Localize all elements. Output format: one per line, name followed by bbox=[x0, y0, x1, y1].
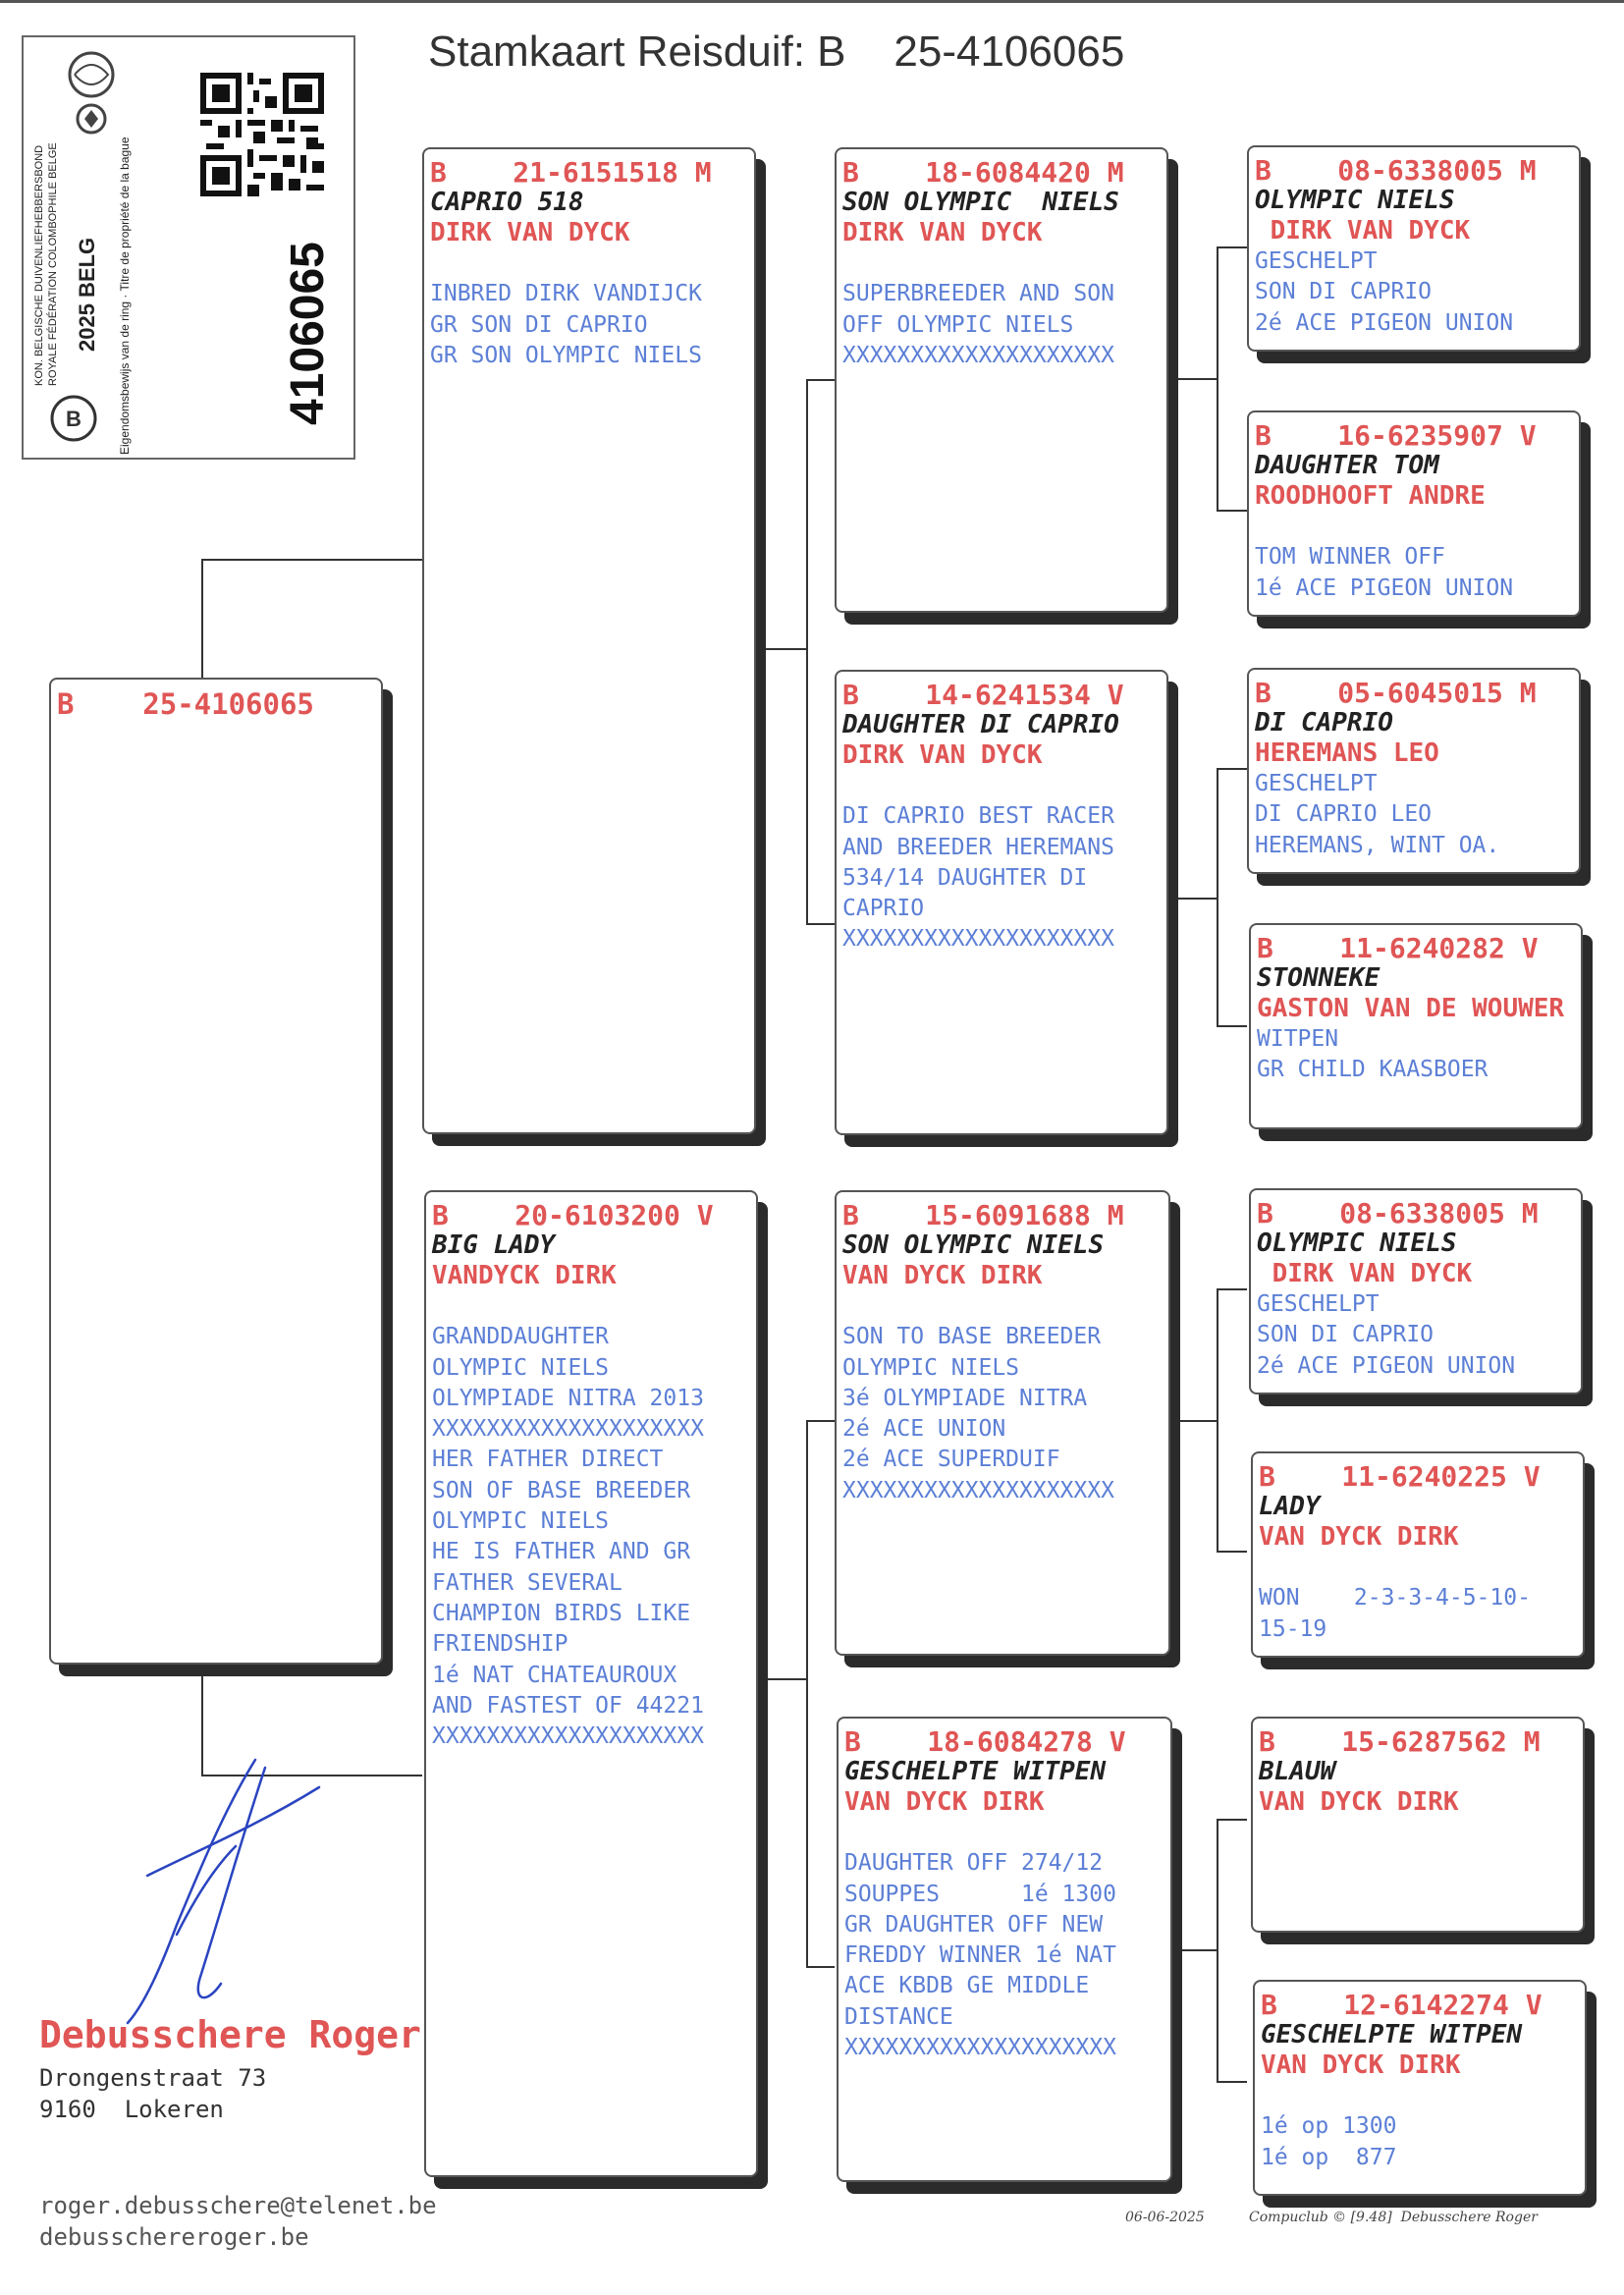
pigeon-owner: HEREMANS LEO bbox=[1255, 738, 1439, 768]
note-line: GESCHELPT bbox=[1255, 771, 1378, 796]
pigeon-name: DAUGHTER TOM bbox=[1255, 451, 1439, 480]
note-line: SUPERBREEDER AND SON bbox=[842, 281, 1114, 307]
pigeon-name: GESCHELPTE WITPEN bbox=[844, 1757, 1107, 1786]
pigeon-notes bbox=[1255, 246, 1573, 339]
note-line bbox=[1261, 2081, 1579, 2111]
note-line: FATHER SEVERAL bbox=[432, 1569, 623, 1596]
pigeon-name: SON OLYMPIC NIELS bbox=[842, 1230, 1105, 1260]
note-line: GR SON OLYMPIC NIELS bbox=[430, 342, 702, 368]
pigeon-ring: B 08-6338005 M bbox=[1255, 154, 1537, 187]
pigeon-owner: VAN DYCK DIRK bbox=[842, 1261, 1043, 1290]
pigeon-card-ssd bbox=[1247, 410, 1581, 617]
pigeon-card-sire-dam bbox=[835, 670, 1168, 1135]
pigeon-card-sdd bbox=[1249, 923, 1583, 1129]
pigeon-owner: ROODHOOFT ANDRE bbox=[1255, 481, 1486, 511]
pigeon-card-dds bbox=[1251, 1717, 1585, 1933]
note-line: 2é ACE PIGEON UNION bbox=[1257, 1352, 1516, 1379]
note-line: OFF OLYMPIC NIELS bbox=[842, 311, 1074, 338]
note-line: 2é ACE UNION bbox=[842, 1416, 1006, 1443]
pigeon-ring: B 18-6084278 V bbox=[844, 1725, 1126, 1758]
pigeon-ring: B 18-6084420 M bbox=[842, 156, 1124, 189]
pigeon-notes bbox=[1255, 512, 1573, 604]
pigeon-card-dss bbox=[1249, 1188, 1583, 1394]
pigeon-owner: DIRK VAN DYCK bbox=[1255, 216, 1471, 246]
svg-text:B: B bbox=[66, 407, 81, 431]
note-line: CHAMPION BIRDS LIKE bbox=[432, 1600, 691, 1626]
ring-year-country: 2025 BELG bbox=[75, 237, 99, 352]
pigeon-ring: B 05-6045015 M bbox=[1255, 677, 1537, 709]
note-line: 15-19 bbox=[1259, 1615, 1327, 1642]
note-line: SON TO BASE BREEDER bbox=[842, 1324, 1102, 1350]
note-line: OLYMPIC NIELS bbox=[432, 1508, 610, 1535]
page-title: Stamkaart Reisduif: B 25-4106065 bbox=[428, 27, 1125, 76]
pigeon-ring: B 12-6142274 V bbox=[1261, 1989, 1543, 2021]
pigeon-name: OLYMPIC NIELS bbox=[1257, 1229, 1457, 1258]
pigeon-notes bbox=[1257, 1024, 1575, 1086]
pigeon-ring: B 15-6091688 M bbox=[842, 1199, 1124, 1231]
pigeon-ring: B 25-4106065 bbox=[57, 687, 314, 721]
note-line: OLYMPIC NIELS bbox=[842, 1354, 1020, 1381]
pigeon-ring: B 14-6241534 V bbox=[842, 679, 1124, 711]
note-line: XXXXXXXXXXXXXXXXXXXX bbox=[844, 2035, 1116, 2061]
pigeon-name: STONNEKE bbox=[1257, 963, 1380, 993]
pigeon-name: SON OLYMPIC NIELS bbox=[842, 188, 1119, 217]
pigeon-owner: VAN DYCK DIRK bbox=[844, 1787, 1045, 1817]
note-line: ACE KBDB GE MIDDLE bbox=[844, 1973, 1090, 1999]
ring-org-line1: KON. BELGISCHE DUIVENLIEFHEBBERSBOND bbox=[33, 144, 45, 386]
pigeon-name: BIG LADY bbox=[432, 1230, 556, 1260]
pigeon-owner: VAN DYCK DIRK bbox=[1261, 2050, 1461, 2080]
pigeon-owner: DIRK VAN DYCK bbox=[1257, 1259, 1473, 1288]
note-line: WITPEN bbox=[1257, 1026, 1339, 1052]
note-line: DISTANCE bbox=[844, 2003, 953, 2030]
pigeon-owner: DIRK VAN DYCK bbox=[842, 218, 1043, 247]
pigeon-notes bbox=[1255, 769, 1573, 861]
pigeon-name: CAPRIO 518 bbox=[430, 188, 584, 217]
note-line: DI CAPRIO BEST RACER bbox=[842, 803, 1114, 830]
breeder-name: Debusschere Roger bbox=[39, 2013, 421, 2056]
note-line: GESCHELPT bbox=[1255, 248, 1378, 274]
pigeon-owner: DIRK VAN DYCK bbox=[430, 218, 630, 247]
pigeon-owner: VANDYCK DIRK bbox=[432, 1261, 617, 1290]
note-line: 2é ACE SUPERDUIF bbox=[842, 1447, 1060, 1473]
ring-number: 4106065 bbox=[282, 242, 334, 425]
pigeon-card-dsd bbox=[1251, 1451, 1585, 1658]
pigeon-ring: B 20-6103200 V bbox=[432, 1199, 714, 1231]
pigeon-name: DI CAPRIO bbox=[1255, 708, 1393, 738]
pigeon-card-dam-dam bbox=[837, 1717, 1172, 2182]
note-line bbox=[432, 1291, 750, 1322]
note-line: 2é ACE PIGEON UNION bbox=[1255, 309, 1514, 336]
note-line: 1é ACE PIGEON UNION bbox=[1255, 574, 1514, 601]
note-line: SON DI CAPRIO bbox=[1255, 279, 1433, 305]
note-line: AND FASTEST OF 44221 bbox=[432, 1692, 704, 1719]
note-line: GR CHILD KAASBOER bbox=[1257, 1057, 1489, 1083]
pigeon-owner: GASTON VAN DE WOUWER bbox=[1257, 994, 1565, 1023]
note-line: TOM WINNER OFF bbox=[1255, 544, 1445, 571]
note-line bbox=[1255, 512, 1573, 542]
pigeon-ring: B 11-6240282 V bbox=[1257, 932, 1539, 964]
note-line: HER FATHER DIRECT bbox=[432, 1447, 664, 1473]
pigeon-name: GESCHELPTE WITPEN bbox=[1261, 2020, 1523, 2049]
note-line: WON 2-3-3-4-5-10- bbox=[1259, 1585, 1531, 1612]
pigeon-card-sire-sire bbox=[835, 147, 1168, 613]
note-line bbox=[842, 1291, 1163, 1322]
breeder-street: Drongenstraat 73 bbox=[39, 2064, 267, 2092]
note-line: 1é op 877 bbox=[1261, 2144, 1397, 2170]
print-date: 06-06-2025 bbox=[1125, 2210, 1205, 2225]
pigeon-owner: DIRK VAN DYCK bbox=[842, 740, 1043, 770]
note-line: GESCHELPT bbox=[1257, 1291, 1380, 1317]
note-line bbox=[430, 248, 748, 279]
ring-org-line2: ROYALE FÉDÉRATION COLOMBOPHILE BELGE bbox=[47, 142, 59, 386]
note-line: GR SON DI CAPRIO bbox=[430, 311, 648, 338]
pigeon-name: LADY bbox=[1259, 1492, 1321, 1521]
breeder-city: 9160 Lokeren bbox=[39, 2096, 224, 2123]
note-line: 1é op 1300 bbox=[1261, 2113, 1397, 2140]
note-line: FREDDY WINNER 1é NAT bbox=[844, 1942, 1116, 1969]
pigeon-notes bbox=[1257, 1289, 1575, 1382]
pigeon-owner: VAN DYCK DIRK bbox=[1259, 1787, 1459, 1817]
pigeon-ring: B 11-6240225 V bbox=[1259, 1460, 1541, 1493]
pigeon-notes bbox=[1259, 1553, 1577, 1645]
note-line: XXXXXXXXXXXXXXXXXXXX bbox=[842, 926, 1114, 953]
note-line bbox=[1259, 1553, 1577, 1583]
pigeon-notes bbox=[432, 1291, 750, 1752]
note-line: XXXXXXXXXXXXXXXXXXXX bbox=[432, 1416, 704, 1443]
note-line: CAPRIO bbox=[842, 896, 925, 922]
note-line: DAUGHTER OFF 274/12 bbox=[844, 1850, 1104, 1877]
pigeon-card-ddd bbox=[1253, 1980, 1587, 2196]
note-line: HEREMANS, WINT OA. bbox=[1255, 832, 1500, 858]
note-line bbox=[842, 248, 1161, 279]
breeder-website: debusschereroger.be bbox=[39, 2223, 309, 2251]
pigeon-ring: B 16-6235907 V bbox=[1255, 419, 1537, 452]
note-line bbox=[844, 1818, 1164, 1848]
note-line: XXXXXXXXXXXXXXXXXXXX bbox=[432, 1723, 704, 1750]
software-credit: Compuclub © [9.48] Debusschere Roger bbox=[1249, 2210, 1538, 2225]
note-line bbox=[842, 771, 1161, 801]
note-line: OLYMPIADE NITRA 2013 bbox=[432, 1385, 704, 1411]
pigeon-card-sds bbox=[1247, 668, 1581, 874]
note-line: DI CAPRIO LEO bbox=[1255, 801, 1433, 828]
ring-proof-text: Eigendomsbewijs van de ring · Titre de propriété de la bague bbox=[118, 137, 132, 455]
note-line: XXXXXXXXXXXXXXXXXXXX bbox=[842, 342, 1114, 368]
pigeon-card-dam-sire bbox=[835, 1190, 1170, 1656]
pigeon-card-sss bbox=[1247, 145, 1581, 352]
pigeon-owner: VAN DYCK DIRK bbox=[1259, 1522, 1459, 1552]
pigeon-card-sire bbox=[422, 147, 756, 1134]
note-line: OLYMPIC NIELS bbox=[432, 1354, 610, 1381]
pigeon-notes bbox=[844, 1818, 1164, 2063]
pigeon-notes bbox=[842, 248, 1161, 371]
pigeon-ring: B 21-6151518 M bbox=[430, 156, 712, 189]
pigeon-ring: B 08-6338005 M bbox=[1257, 1197, 1539, 1229]
note-line: SON OF BASE BREEDER bbox=[432, 1477, 691, 1503]
note-line: SON DI CAPRIO bbox=[1257, 1322, 1435, 1348]
pigeon-name: OLYMPIC NIELS bbox=[1255, 186, 1455, 215]
pigeon-notes bbox=[842, 1291, 1163, 1506]
note-line: INBRED DIRK VANDIJCK bbox=[430, 281, 702, 307]
pigeon-card-root bbox=[49, 678, 383, 1665]
pigeon-ring: B 15-6287562 M bbox=[1259, 1725, 1541, 1758]
note-line: HE IS FATHER AND GR bbox=[432, 1539, 691, 1565]
breeder-email: roger.debusschere@telenet.be bbox=[39, 2192, 437, 2219]
note-line: 1é NAT CHATEAUROUX bbox=[432, 1662, 677, 1688]
note-line: GR DAUGHTER OFF NEW bbox=[844, 1911, 1104, 1938]
note-line: 534/14 DAUGHTER DI bbox=[842, 864, 1088, 891]
note-line: FRIENDSHIP bbox=[432, 1631, 568, 1658]
note-line: XXXXXXXXXXXXXXXXXXXX bbox=[842, 1477, 1114, 1503]
note-line: GRANDDAUGHTER bbox=[432, 1324, 610, 1350]
pigeon-notes bbox=[842, 771, 1161, 956]
note-line: SOUPPES 1é 1300 bbox=[844, 1881, 1116, 1907]
pigeon-notes bbox=[430, 248, 748, 371]
pigeon-notes bbox=[1261, 2081, 1579, 2173]
signature-icon bbox=[108, 1748, 334, 2033]
pigeon-name: DAUGHTER DI CAPRIO bbox=[842, 710, 1119, 739]
pigeon-card-dam bbox=[424, 1190, 758, 2177]
note-line: 3é OLYMPIADE NITRA bbox=[842, 1385, 1088, 1411]
note-line: AND BREEDER HEREMANS bbox=[842, 834, 1114, 860]
pigeon-name: BLAUW bbox=[1259, 1757, 1336, 1786]
